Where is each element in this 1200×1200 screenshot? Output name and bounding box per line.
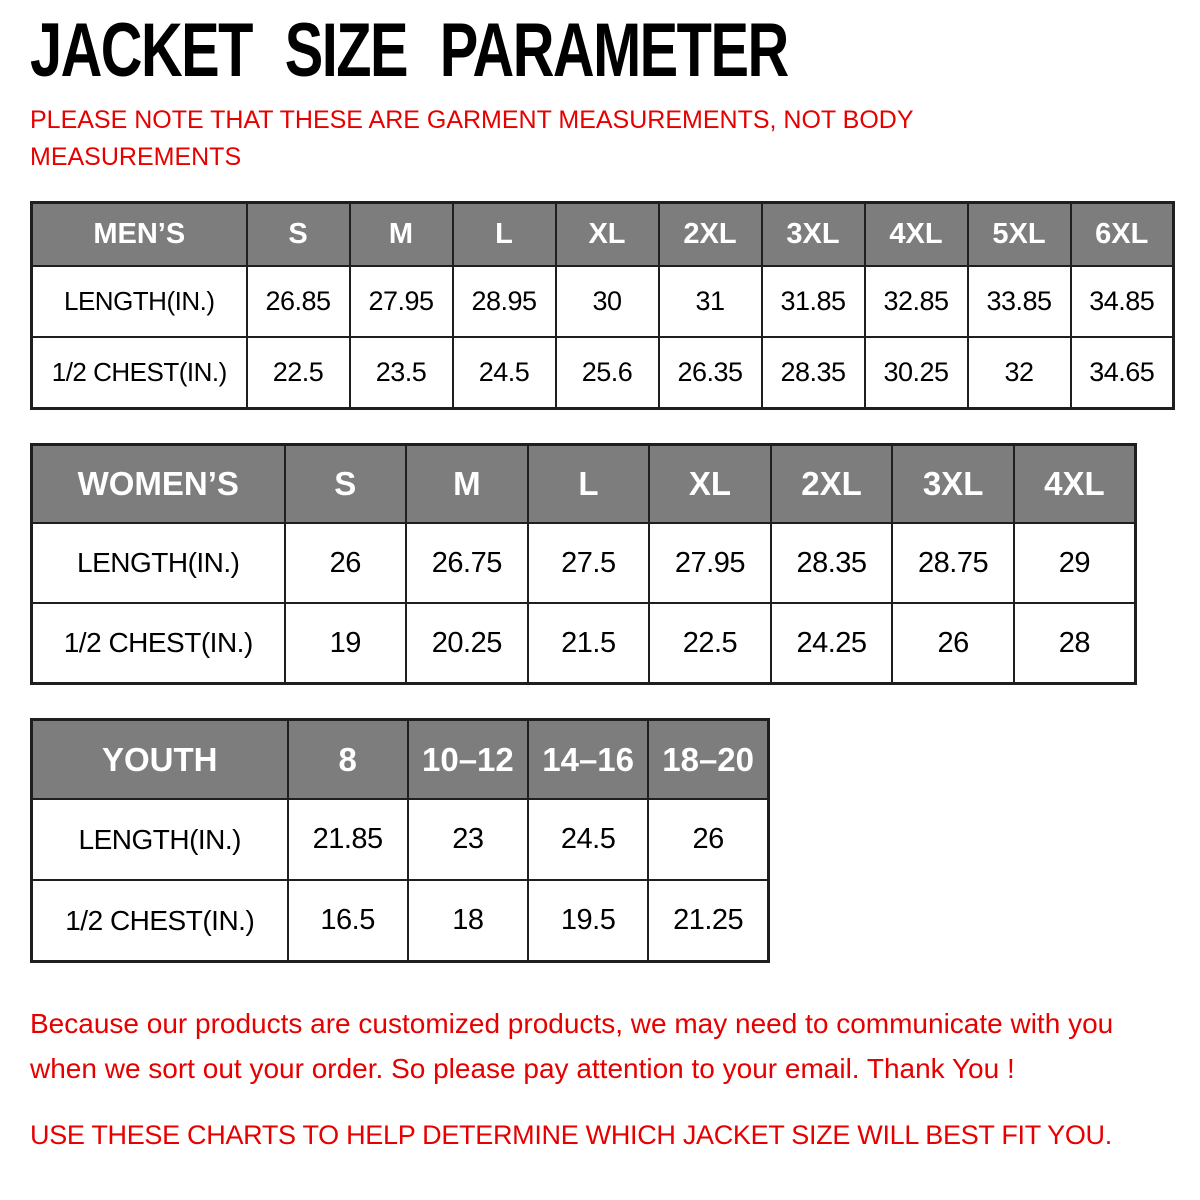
- youth-header-row: [32, 719, 769, 799]
- size-header-cell: 10–12: [408, 719, 528, 799]
- womens-table-container: [30, 443, 1170, 685]
- size-header-cell: S: [285, 444, 407, 523]
- table-row: [32, 799, 769, 880]
- size-header-cell: 2XL: [771, 444, 893, 523]
- value-cell: 27.5: [528, 523, 650, 603]
- row-label-cell: LENGTH(IN.): [32, 799, 288, 880]
- value-cell: 28.95: [453, 266, 556, 337]
- value-cell: 24.5: [528, 799, 648, 880]
- size-header-cell: 6XL: [1071, 202, 1174, 266]
- size-header-cell: 8: [288, 719, 408, 799]
- womens-header-row: [32, 444, 1136, 523]
- value-cell: 23.5: [350, 337, 453, 408]
- fit-advice-line: USE THESE CHARTS TO HELP DETERMINE WHICH JACKET SIZE WILL BEST FIT YOU.: [30, 1119, 1112, 1150]
- size-header-cell: 2XL: [659, 202, 762, 266]
- youth-table-container: [30, 718, 1170, 963]
- size-header-cell: L: [528, 444, 650, 523]
- value-cell: 28.35: [762, 337, 865, 408]
- page-title: JACKET SIZE PARAMETER: [30, 8, 788, 93]
- size-header-cell: M: [350, 202, 453, 266]
- value-cell: 29: [1014, 523, 1136, 603]
- size-header-cell: S: [247, 202, 350, 266]
- value-cell: 24.5: [453, 337, 556, 408]
- value-cell: 32.85: [865, 266, 968, 337]
- row-label-cell: LENGTH(IN.): [32, 266, 247, 337]
- size-header-cell: 4XL: [1014, 444, 1136, 523]
- value-cell: 27.95: [350, 266, 453, 337]
- table-row: [32, 603, 1136, 683]
- womens-size-table: [30, 443, 1137, 685]
- value-cell: 26.75: [406, 523, 528, 603]
- table-row: [32, 337, 1174, 408]
- mens-header-row: [32, 202, 1174, 266]
- size-header-cell: M: [406, 444, 528, 523]
- mens-table-container: [30, 201, 1170, 410]
- value-cell: 24.25: [771, 603, 893, 683]
- value-cell: 30: [556, 266, 659, 337]
- size-header-cell: 18–20: [648, 719, 768, 799]
- value-cell: 34.85: [1071, 266, 1174, 337]
- value-cell: 16.5: [288, 880, 408, 961]
- mens-size-table: [30, 201, 1175, 410]
- customization-notice: Because our products are customized products, we may need to communicate with you when we sort out your order. So please pay attention to your email. Thank You !: [30, 1007, 1114, 1085]
- value-cell: 22.5: [247, 337, 350, 408]
- size-header-cell: 4XL: [865, 202, 968, 266]
- value-cell: 28.35: [771, 523, 893, 603]
- size-header-cell: 3XL: [762, 202, 865, 266]
- value-cell: 34.65: [1071, 337, 1174, 408]
- value-cell: 26: [892, 603, 1014, 683]
- value-cell: 20.25: [406, 603, 528, 683]
- value-cell: 23: [408, 799, 528, 880]
- table-row: [32, 266, 1174, 337]
- size-header-cell: 5XL: [968, 202, 1071, 266]
- row-label-cell: 1/2 CHEST(IN.): [32, 603, 285, 683]
- value-cell: 18: [408, 880, 528, 961]
- value-cell: 32: [968, 337, 1071, 408]
- youth-category-header: YOUTH: [32, 719, 288, 799]
- value-cell: 22.5: [649, 603, 771, 683]
- value-cell: 31.85: [762, 266, 865, 337]
- value-cell: 21.5: [528, 603, 650, 683]
- value-cell: 27.95: [649, 523, 771, 603]
- table-row: [32, 523, 1136, 603]
- value-cell: 26: [285, 523, 407, 603]
- value-cell: 21.25: [648, 880, 768, 961]
- value-cell: 31: [659, 266, 762, 337]
- size-header-cell: XL: [556, 202, 659, 266]
- size-tables: [30, 201, 1170, 963]
- value-cell: 26.35: [659, 337, 762, 408]
- value-cell: 25.6: [556, 337, 659, 408]
- row-label-cell: 1/2 CHEST(IN.): [32, 337, 247, 408]
- size-header-cell: 3XL: [892, 444, 1014, 523]
- value-cell: 28.75: [892, 523, 1014, 603]
- value-cell: 19: [285, 603, 407, 683]
- youth-size-table: [30, 718, 770, 963]
- value-cell: 28: [1014, 603, 1136, 683]
- value-cell: 26: [648, 799, 768, 880]
- row-label-cell: LENGTH(IN.): [32, 523, 285, 603]
- value-cell: 19.5: [528, 880, 648, 961]
- mens-category-header: MEN’S: [32, 202, 247, 266]
- table-row: [32, 880, 769, 961]
- value-cell: 21.85: [288, 799, 408, 880]
- size-header-cell: XL: [649, 444, 771, 523]
- value-cell: 30.25: [865, 337, 968, 408]
- row-label-cell: 1/2 CHEST(IN.): [32, 880, 288, 961]
- womens-category-header: WOMEN’S: [32, 444, 285, 523]
- size-header-cell: 14–16: [528, 719, 648, 799]
- value-cell: 33.85: [968, 266, 1071, 337]
- value-cell: 26.85: [247, 266, 350, 337]
- size-header-cell: L: [453, 202, 556, 266]
- garment-measurement-note: PLEASE NOTE THAT THESE ARE GARMENT MEASUREMENTS, NOT BODY MEASUREMENTS: [30, 105, 914, 172]
